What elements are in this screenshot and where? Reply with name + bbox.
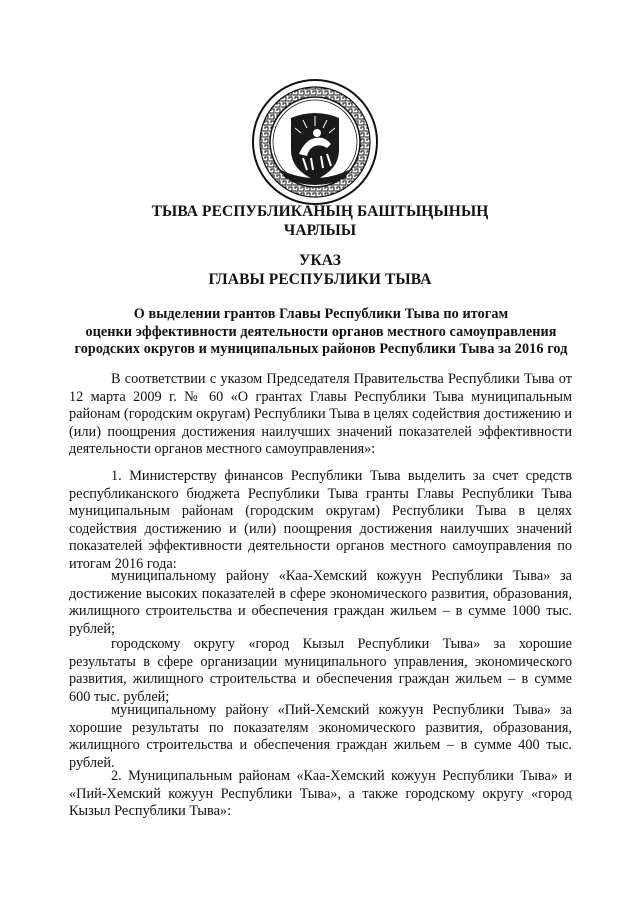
coat-of-arms-emblem [251,78,379,206]
item1-text: 1. Министерству финансов Республики Тыва выделить за счет средств республиканского бюджета Республики Тыва гранты Главы Республики Тыва муниципальным районам (городским округам) Республики Тыва в целях содействия достижению и (или) поощрения достижения наилучших значений показателей эффективности деятельности органов местного самоуправления по итогам 2016 года: [69,468,572,572]
grant2-paragraph [69,636,572,706]
decree-title [60,251,580,289]
subject-line2: оценки эффективности деятельности органов местного самоуправления [85,323,557,340]
grant3-text: муниципальному району «Пий-Хемский кожуун Республики Тыва» за хорошие результаты по показателям экономического развития, образования, жилищного строительства и обеспечения граждан жильем – в сумме 400 тыс. рублей. [69,702,572,771]
item2-text: 2. Муниципальным районам «Каа-Хемский кожуун Республики Тыва» и «Пий-Хемский кожуун Республики Тыва», а также городскому округу «город Кызыл Республики Тыва»: [69,768,572,820]
grant3-paragraph [69,702,572,772]
subject-line3: городских округов и муниципальных районов Республики Тыва за 2016 год [74,341,568,357]
item2-paragraph [69,768,572,821]
decree-title-line1: УКАЗ [298,252,341,269]
item1-paragraph [69,468,572,574]
republic-title-line1: ТЫВА РЕСПУБЛИКАНЫҢ БАШТЫҢЫНЫҢ [151,203,489,220]
grant1-text: муниципальному району «Каа-Хемский кожуун Республики Тыва» за достижение высоких показателей в сфере экономического развития, образования, жилищного строительства и обеспечения граждан жильем – в сумме 1000 тыс. рублей; [69,568,572,637]
decree-title-line2: ГЛАВЫ РЕСПУБЛИКИ ТЫВА [208,271,432,288]
republic-title-line2: ЧАРЛЫЫ [283,222,357,239]
subject-line1: О выделении грантов Главы Республики Тыва по итогам [133,306,509,322]
preamble-text: В соответствии с указом Председателя Правительства Республики Тыва от 12 марта 2009 г. № 60 «О грантах Главы Республики Тыва муниципальным районам (городским округам) Республики Тыва в целях содействия достижению и (или) поощрения достижения наилучших значений показателей эффективности деятельности органов местного самоуправления»: [69,371,572,458]
grant1-paragraph [69,568,572,638]
republic-title [60,202,580,240]
preamble-paragraph [69,371,572,459]
grant2-text: городскому округу «город Кызыл Республики Тыва» за хорошие результаты в сфере организации муниципального управления, экономического развития, жилищного строительства и обеспечения граждан жильем – в сумме 600 тыс. рублей; [69,636,572,705]
decree-subject [66,306,576,359]
